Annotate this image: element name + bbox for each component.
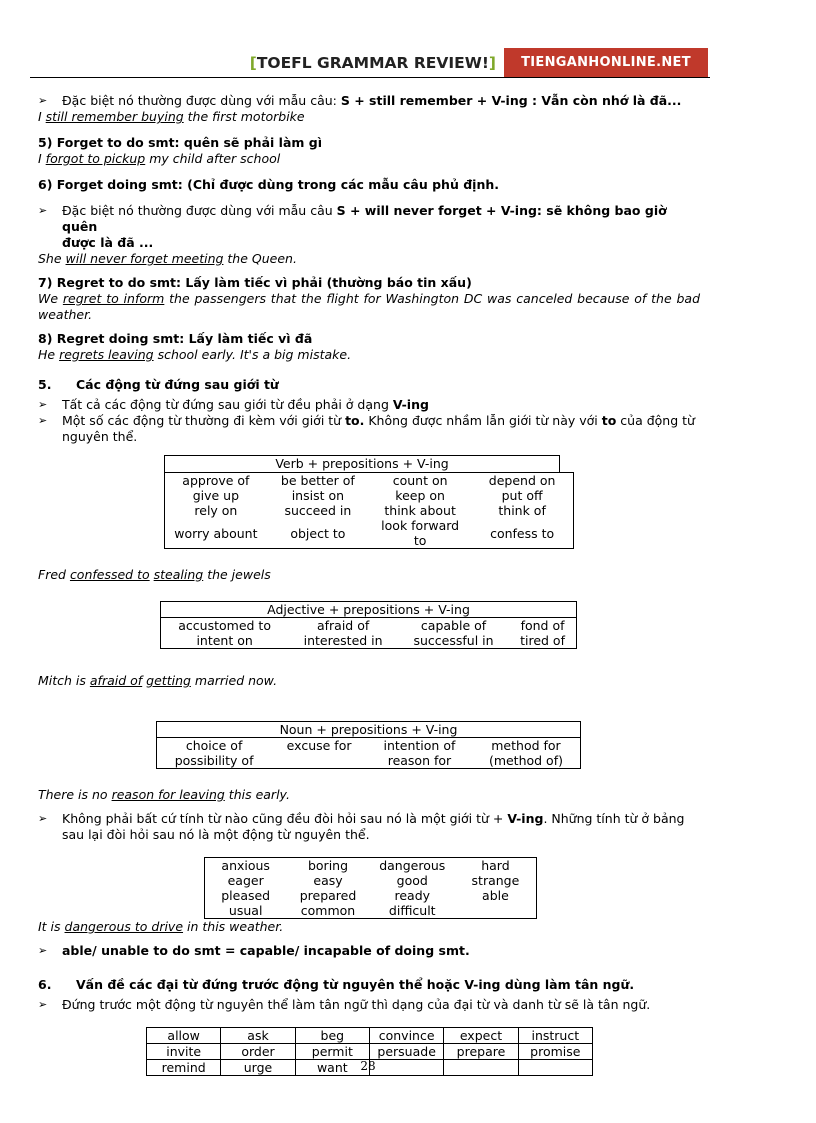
table-cell: excuse for xyxy=(286,738,352,753)
section-title: Các động từ đứng sau giới từ xyxy=(76,377,279,392)
table-cell: anxious xyxy=(221,858,270,873)
table-cell: (method of) xyxy=(488,753,563,768)
arrow-bullet-icon: ➢ xyxy=(38,812,48,825)
note-bold: to xyxy=(601,413,617,428)
prep-note-1 xyxy=(38,397,700,413)
table-cell: count on xyxy=(392,473,448,488)
table-cell: choice of xyxy=(185,738,243,753)
section-5-heading xyxy=(38,377,700,393)
ex-pre: There is no xyxy=(38,787,112,802)
table-cell: worry abount xyxy=(174,525,258,541)
table-cell: strange xyxy=(471,873,520,888)
table-cell xyxy=(455,903,537,919)
ex-pre: I xyxy=(38,109,46,124)
table-cell: allow xyxy=(147,1028,221,1044)
header-divider xyxy=(30,77,710,78)
table-cell: good xyxy=(396,873,428,888)
table-row xyxy=(205,873,537,888)
table-caption: Noun + prepositions + V-ing xyxy=(157,722,581,738)
section-heading: 6) Forget doing smt: (Chỉ được dùng trong các mẫu câu phủ định. xyxy=(38,177,499,192)
table-cell: ask xyxy=(221,1028,295,1044)
ex-underline: still remember buying xyxy=(45,109,184,124)
table-cell: permit xyxy=(295,1044,369,1060)
ex-pre: He xyxy=(38,347,60,362)
adj-prep-table-wrap xyxy=(38,601,700,649)
table-row xyxy=(205,888,537,903)
table-cell: beg xyxy=(295,1028,369,1044)
table-cell: object to xyxy=(290,525,346,541)
ex-pre: She xyxy=(38,251,66,266)
table-row xyxy=(157,753,581,769)
table-cell: convince xyxy=(369,1028,443,1044)
example-sentence xyxy=(38,151,700,167)
example-sentence xyxy=(38,251,700,267)
section-heading: 7) Regret to do smt: Lấy làm tiếc vì phải (thường báo tin xấu) xyxy=(38,275,472,290)
ex-pre: Mitch is xyxy=(38,673,90,688)
table-cell: easy xyxy=(313,873,343,888)
note-bold: V-ing xyxy=(507,811,544,826)
ex-post: the passengers that the flight for Washington DC was canceled because of the bad weather. xyxy=(38,291,701,322)
ex-underline: getting xyxy=(146,673,191,688)
main-content xyxy=(38,93,700,1076)
table-row xyxy=(157,738,581,754)
table-cell: afraid of xyxy=(316,618,370,633)
bracket-close: ] xyxy=(488,54,496,72)
arrow-bullet-icon: ➢ xyxy=(38,398,48,411)
table-caption: Verb + prepositions + V-ing xyxy=(164,455,560,472)
ex-post: the first motorbike xyxy=(183,109,305,124)
section-number: 6. xyxy=(38,977,52,992)
note-text: Một số các động từ thường đi kèm với giới từ xyxy=(62,413,346,428)
adj-infinitive-table-wrap xyxy=(38,857,700,919)
table-cell: look forward to xyxy=(381,518,460,548)
table-cell: possibility of xyxy=(174,753,254,768)
section-number: 5. xyxy=(38,377,52,392)
ex-underline: will never forget meeting xyxy=(65,251,224,266)
table-cell: give up xyxy=(192,488,240,503)
arrow-bullet-icon: ➢ xyxy=(38,94,48,107)
table-cell: dangerous xyxy=(379,858,446,873)
table-cell: tired of xyxy=(520,633,565,648)
table-cell: common xyxy=(300,903,356,918)
example-sentence xyxy=(38,291,700,323)
ex-pre: Fred xyxy=(38,567,70,582)
table-cell: accustomed to xyxy=(178,618,271,633)
arrow-bullet-icon: ➢ xyxy=(38,944,48,957)
table-cell: difficult xyxy=(388,903,436,918)
arrow-bullet-icon: ➢ xyxy=(38,998,48,1011)
ex-pre: I xyxy=(38,151,46,166)
note-bold: to. xyxy=(345,413,365,428)
table-cell: intention of xyxy=(383,738,456,753)
adj-prep-table xyxy=(160,601,577,649)
note-bold: V-ing xyxy=(392,397,429,412)
ex-post: school early. It's a big mistake. xyxy=(153,347,352,362)
section-heading: 8) Regret doing smt: Lấy làm tiếc vì đã xyxy=(38,331,313,346)
table-cell: able xyxy=(482,888,509,903)
note-text: của động từ nguyên thể. xyxy=(62,413,695,444)
note-text: Đứng trước một động từ nguyên thể làm tân ngữ thì dạng của đại từ và danh từ sẽ là tân ngữ. xyxy=(62,997,651,1012)
table-cell: order xyxy=(221,1044,295,1060)
adj-infinitive-table xyxy=(204,857,537,919)
ex-post: married now. xyxy=(190,673,278,688)
able-note xyxy=(38,943,700,959)
table-cell: think of xyxy=(498,503,546,518)
note-text: Đặc biệt nó thường được dùng với mẫu câu: xyxy=(62,93,341,108)
note-pattern: S + still remember + V-ing : Vẫn còn nhớ là đã... xyxy=(340,93,682,108)
table-row xyxy=(147,1028,593,1044)
ex-post: in this weather. xyxy=(183,919,284,934)
table-caption: Adjective + prepositions + V-ing xyxy=(161,602,577,618)
table-cell: pleased xyxy=(221,888,271,903)
arrow-bullet-icon: ➢ xyxy=(38,204,48,217)
table-cell: method for xyxy=(491,738,561,753)
note-text: Không được nhầm lẫn giới từ này với xyxy=(364,413,602,428)
forget-note xyxy=(38,203,700,235)
table-cell: depend on xyxy=(488,473,556,488)
adj-infinitive-note xyxy=(38,811,700,843)
table-cell: promise xyxy=(518,1044,592,1060)
example-sentence xyxy=(38,673,700,689)
object-note xyxy=(38,997,700,1013)
section-title: Vấn đề các đại từ đứng trước động từ nguyên thể hoặc V-ing dùng làm tân ngữ. xyxy=(76,977,635,992)
table-cell: eager xyxy=(227,873,264,888)
table-row xyxy=(205,903,537,919)
table-cell: ready xyxy=(394,888,431,903)
arrow-bullet-icon: ➢ xyxy=(38,414,48,427)
note-text: Đặc biệt nó thường được dùng với mẫu câu xyxy=(62,203,337,218)
note-text: able/ unable to do smt = capable/ incapable of doing smt. xyxy=(62,943,470,958)
table-cell: persuade xyxy=(369,1044,443,1060)
page-header xyxy=(30,46,708,78)
ex-underline: regrets leaving xyxy=(59,347,154,362)
section-6-heading xyxy=(38,977,700,993)
table-cell: hard xyxy=(481,858,510,873)
table-row xyxy=(205,858,537,874)
table-cell: prepared xyxy=(299,888,357,903)
header-site-badge: TIENGANHONLINE.NET xyxy=(504,48,708,78)
table-cell: fond of xyxy=(520,618,565,633)
table-cell: succeed in xyxy=(284,503,352,518)
note-pattern: S + will never forget + V-ing: sẽ không bao giờ quên xyxy=(62,203,667,234)
table-cell: want xyxy=(295,1060,369,1076)
example-sentence xyxy=(38,347,700,363)
ex-underline: forgot to pickup xyxy=(45,151,146,166)
table-caption-row xyxy=(157,722,581,738)
table-caption-row xyxy=(161,602,577,618)
table-row xyxy=(165,473,574,489)
ex-underline: reason for leaving xyxy=(111,787,225,802)
section-heading: 5) Forget to do smt: quên sẽ phải làm gì xyxy=(38,135,322,150)
ex-underline: afraid of xyxy=(89,673,143,688)
header-title-text: TOEFL GRAMMAR REVIEW! xyxy=(256,54,489,72)
table-cell: prepare xyxy=(444,1044,518,1060)
example-sentence xyxy=(38,787,700,803)
ex-underline: stealing xyxy=(153,567,204,582)
ex-post: the Queen. xyxy=(223,251,297,266)
header-title xyxy=(250,54,496,72)
table-cell: urge xyxy=(221,1060,295,1076)
forget-note-cont: được là đã ... xyxy=(62,235,154,250)
example-sentence xyxy=(38,919,700,935)
table-row xyxy=(147,1044,593,1060)
table-cell: boring xyxy=(307,858,349,873)
ex-underline: dangerous to drive xyxy=(64,919,184,934)
table-cell: put off xyxy=(501,488,543,503)
table-row xyxy=(165,503,574,518)
ex-underline: regret to inform xyxy=(62,291,165,306)
table-cell: think about xyxy=(384,503,456,518)
verb-prep-table-wrap xyxy=(38,455,700,549)
note-text: . Những tính từ ở bảng sau lại đòi hỏi sau nó là một động từ nguyên thể. xyxy=(62,811,685,842)
noun-prep-table xyxy=(156,721,581,769)
verb-prep-table xyxy=(164,472,574,549)
table-cell: invite xyxy=(147,1044,221,1060)
table-cell: confess to xyxy=(490,525,555,541)
table-cell: successful in xyxy=(413,633,494,648)
table-row xyxy=(161,618,577,634)
page-number: 28 xyxy=(360,1059,376,1073)
table-cell: interested in xyxy=(303,633,383,648)
table-cell: keep on xyxy=(395,488,445,503)
table-cell: intent on xyxy=(196,633,253,648)
table-cell: capable of xyxy=(420,618,487,633)
ex-post: my child after school xyxy=(145,151,281,166)
table-cell: reason for xyxy=(387,753,452,768)
example-sentence xyxy=(38,109,700,125)
table-cell: insist on xyxy=(291,488,345,503)
note-text: Tất cả các động từ đứng sau giới từ đều phải ở dạng xyxy=(62,397,393,412)
table-cell: rely on xyxy=(194,503,238,518)
ex-pre: We xyxy=(38,291,63,306)
table-row xyxy=(161,633,577,649)
ex-pre: It is xyxy=(38,919,65,934)
table-cell: approve of xyxy=(182,473,250,488)
table-cell: usual xyxy=(228,903,263,918)
table-cell: instruct xyxy=(518,1028,592,1044)
ex-post: the jewels xyxy=(203,567,271,582)
noun-prep-table-wrap xyxy=(38,721,700,769)
table-cell: be better of xyxy=(280,473,355,488)
table-cell: expect xyxy=(444,1028,518,1044)
remember-note xyxy=(38,93,700,109)
prep-note-2 xyxy=(38,413,700,445)
ex-underline: confessed to xyxy=(69,567,150,582)
note-text: Không phải bất cứ tính từ nào cũng đều đòi hỏi sau nó là một giới từ + xyxy=(62,811,508,826)
bracket-open: [ xyxy=(249,54,257,72)
table-row xyxy=(165,488,574,503)
table-row xyxy=(165,518,574,549)
table-cell xyxy=(271,753,367,769)
example-sentence xyxy=(38,567,700,583)
ex-post: this early. xyxy=(224,787,290,802)
table-cell: remind xyxy=(147,1060,221,1076)
